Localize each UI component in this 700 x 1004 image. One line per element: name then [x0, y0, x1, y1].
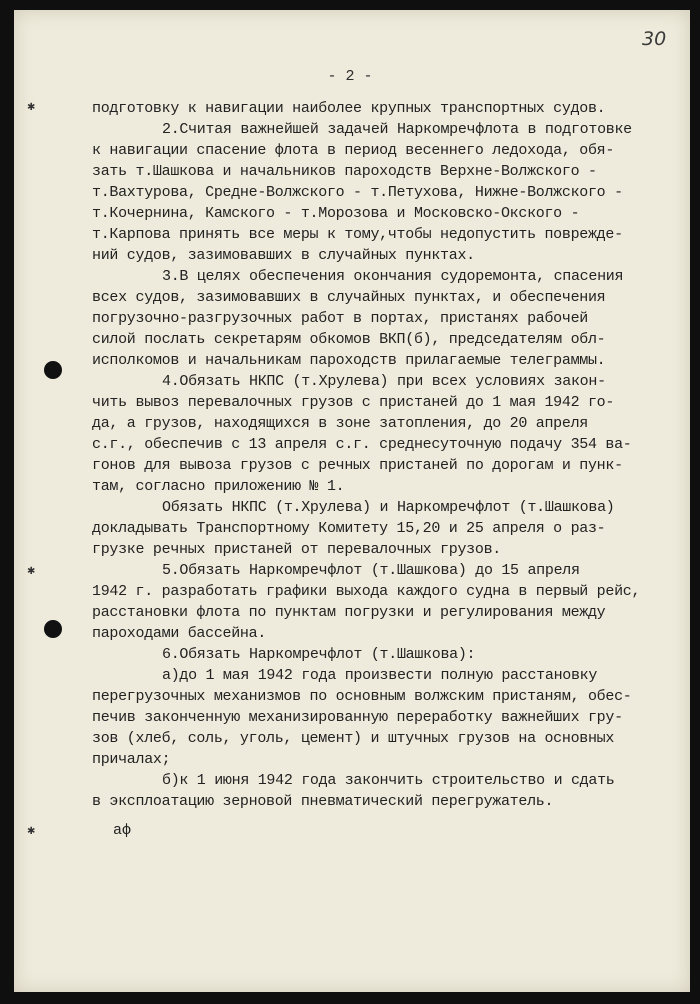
text-line: там, согласно приложению № 1.	[92, 478, 345, 495]
text-line: причалах;	[92, 751, 171, 768]
text-line: т.Вахтурова, Средне-Волжского - т.Петухова, Нижне-Волжского -	[92, 184, 623, 201]
text-line: всех судов, зазимовавших в случайных пунктах, и обеспечения	[92, 289, 606, 306]
text-line: расстановки флота по пунктам погрузки и регулирования между	[92, 604, 606, 621]
text-line: ний судов, зазимовавших в случайных пунктах.	[92, 247, 475, 264]
text-line: пароходами бассейна.	[92, 625, 267, 642]
text-line: докладывать Транспортному Комитету 15,20 и 25 апреля о раз-	[92, 520, 606, 537]
archive-page-number: 30	[642, 28, 667, 50]
text-line: зать т.Шашкова и начальников пароходств Верхне-Волжского -	[92, 163, 597, 180]
text-line: в эксплоатацию зерновой пневматический перегружатель.	[92, 793, 554, 810]
text-line: 5.Обязать Наркомречфлот (т.Шашкова) до 15 апреля	[162, 562, 580, 579]
text-line: а)до 1 мая 1942 года произвести полную расстановку	[162, 667, 598, 684]
text-line: грузке речных пристаней от перевалочных грузов.	[92, 541, 501, 558]
text-line: 3.В целях обеспечения окончания судоремонта, спасения	[162, 268, 624, 285]
text-line: гонов для вывоза грузов с речных пристаней по дорогам и пунк-	[92, 457, 623, 474]
typist-initials: аф	[113, 822, 132, 839]
text-line: подготовку к навигации наиболее крупных транспортных судов.	[92, 100, 606, 117]
text-line: зов (хлеб, соль, уголь, цемент) и штучных грузов на основных	[92, 730, 615, 747]
text-line: 6.Обязать Наркомречфлот (т.Шашкова):	[162, 646, 476, 663]
page-number: - 2 -	[327, 68, 373, 85]
text-line: Обязать НКПС (т.Хрулева) и Наркомречфлот (т.Шашкова)	[162, 499, 615, 516]
text-line: перегрузочных механизмов по основным волжским пристаням, обес-	[92, 688, 632, 705]
margin-mark: ✱	[27, 826, 36, 837]
text-line: 4.Обязать НКПС (т.Хрулева) при всех условиях закон-	[162, 373, 606, 390]
margin-mark: ✱	[27, 102, 36, 113]
text-line: т.Карпова принять все меры к тому,чтобы недопустить поврежде-	[92, 226, 623, 243]
text-line: 2.Считая важнейшей задачей Наркомречфлота в подготовке	[162, 121, 632, 138]
text-line: с.г., обеспечив с 13 апреля с.г. среднесуточную подачу 354 ва-	[92, 436, 632, 453]
text-line: силой послать секретарям обкомов ВКП(б), председателям обл-	[92, 331, 606, 348]
text-line: б)к 1 июня 1942 года закончить строительство и сдать	[162, 772, 615, 789]
text-line: погрузочно-разгрузочных работ в портах, пристанях рабочей	[92, 310, 588, 327]
text-line: т.Кочернина, Камского - т.Морозова и Московско-Окского -	[92, 205, 580, 222]
text-line: 1942 г. разработать графики выхода каждого судна в первый рейс,	[92, 583, 641, 600]
text-line: да, а грузов, находящихся в зоне затопления, до 20 апреля	[92, 415, 588, 432]
text-line: печив законченную механизированную переработку важнейших гру-	[92, 709, 623, 726]
text-line: исполкомов и начальникам пароходств прилагаемые телеграммы.	[92, 352, 606, 369]
margin-mark: ✱	[27, 566, 36, 577]
text-line: к навигации спасение флота в период весеннего ледохода, обя-	[92, 142, 615, 159]
text-line: чить вывоз перевалочных грузов с пристаней до 1 мая 1942 го-	[92, 394, 615, 411]
